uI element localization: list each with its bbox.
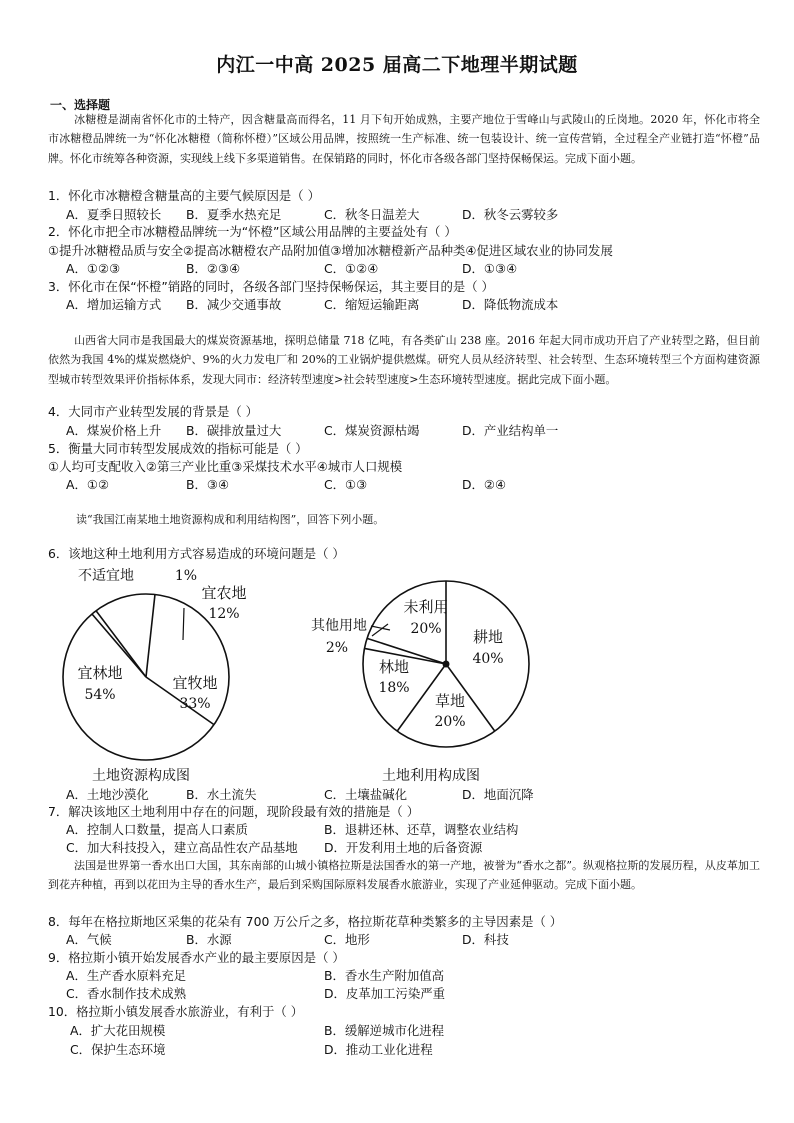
q10-option-c[interactable]: C．保护生态环境 <box>70 1042 166 1057</box>
q10-option-d[interactable]: D．推动工业化进程 <box>324 1042 433 1057</box>
passage-4-text: 法国是世界第一香水出口大国，其东南部的山城小镇格拉斯是法国香水的第一产地，被誉为“香水之都”。纵观格拉斯的发展历程，从皮革加工到花卉种植，再到以花田为主导的香水生产，最后到采购国际原料发展香水旅游业，实现了产业延伸驱动。完成下面小题。 <box>48 859 760 892</box>
pie-1-title: 土地资源构成图 <box>92 768 190 784</box>
q3-option-a[interactable]: A．增加运输方式 <box>66 297 162 312</box>
q9-option-c[interactable]: C．香水制作技术成熟 <box>66 986 187 1001</box>
q10-option-a[interactable]: A．扩大花田规模 <box>70 1023 166 1038</box>
q10-option-b[interactable]: B．缓解逆城市化进程 <box>324 1023 445 1038</box>
q7-option-d[interactable]: D．开发利用土地的后备资源 <box>324 840 483 855</box>
pie-2-value-80155730: 40% <box>472 651 504 667</box>
question-10-stem: 10．格拉斯小镇发展香水旅游业，有利于（ ） <box>48 1004 304 1019</box>
q8-option-d[interactable]: D．科技 <box>462 932 509 947</box>
question-1-stem: 1．怀化市冰糖橙含糖量高的主要气候原因是（ ） <box>48 188 321 203</box>
q7-option-c[interactable]: C．加大科技投入，建立高品性农产品基地 <box>66 840 298 855</box>
exam-title: 内江一中高 2025 届高二下地理半期试题 <box>216 54 578 76</box>
q4-option-d[interactable]: D．产业结构单一 <box>462 423 559 438</box>
question-7-stem: 7．解决该地区土地利用中存在的问题，现阶段最有效的措施是（ ） <box>48 804 420 819</box>
pie-2-value-672a52297528: 20% <box>410 621 442 637</box>
pie-land-use <box>311 581 529 747</box>
question-2-items: ①提升冰糖橙品质与安全②提高冰糖橙农产品附加值③增加冰糖橙新产品种类④促进区域农业的协同发展 <box>48 243 613 258</box>
q8-option-b[interactable]: B．水源 <box>186 932 232 947</box>
pie-1-label-5b9c67975730: 宜林地 <box>77 664 123 682</box>
q1-option-d[interactable]: D．秋冬云雾较多 <box>462 207 559 222</box>
question-5-items: ①人均可支配收入②第三产业比重③采煤技术水平④城市人口规模 <box>48 459 403 474</box>
q6-option-a[interactable]: A．土地沙漠化 <box>66 787 149 802</box>
passage-1 <box>48 110 760 168</box>
q2-option-b[interactable]: B．②③④ <box>186 261 241 276</box>
pie-2-label-672a52297528: 未利用 <box>403 598 449 616</box>
q1-option-a[interactable]: A．夏季日照较长 <box>66 207 162 222</box>
land-figures <box>0 560 794 780</box>
pie-2-value-51764ed675285730: 2% <box>325 640 349 656</box>
passage-3 <box>76 510 756 529</box>
q5-option-a[interactable]: A．①② <box>66 477 110 492</box>
pie-2-title: 土地利用构成图 <box>382 768 480 784</box>
q4-option-c[interactable]: C．煤炭资源枯竭 <box>324 423 420 438</box>
passage-3-text: 读“我国江南某地土地资源构成和利用结构图”，回答下列小题。 <box>76 513 385 526</box>
pie-2-label-83495730: 草地 <box>434 692 466 710</box>
pie-1-label-4e0d90025b9c5730: 不适宜地 <box>78 568 134 584</box>
question-4-stem: 4．大同市产业转型发展的背景是（ ） <box>48 404 259 419</box>
section-heading: 一、选择题 <box>50 98 111 112</box>
pie-1-value-5b9c519c5730: 12% <box>208 606 240 622</box>
question-3-stem: 3．怀化市在保“怀橙”销路的同时，各级各部门坚持保畅保运，其主要目的是（ ） <box>48 279 494 294</box>
question-5-stem: 5．衡量大同市转型发展成效的指标可能是（ ） <box>48 441 308 456</box>
pie-2-center-dot <box>443 661 450 668</box>
question-2-stem: 2．怀化市把全市冰糖橙品牌统一为“怀橙”区域公用品牌的主要益处有（ ） <box>48 224 457 239</box>
passage-1-text: 冰糖橙是湖南省怀化市的土特产，因含糖量高而得名，11 月下旬开始成熟，主要产地位于雪峰山与武陵山的丘岗地。2020 年，怀化市将全市冰糖橙品牌统一为“怀化冰糖橙（简称怀橙）”区域公用品牌，按照统一生产标准、统一包装设计、统一宣传营销，全过程全产业链打造“怀橙”品牌。怀化市统筹各种资源，实现线上线下多渠道销售。在保销路的同时，怀化市各级各部门坚持保畅保运。完成下面小题。 <box>48 113 760 165</box>
q4-option-a[interactable]: A．煤炭价格上升 <box>66 423 162 438</box>
q6-option-c[interactable]: C．土壤盐碱化 <box>324 787 407 802</box>
question-8-stem: 8．每年在格拉斯地区采集的花朵有 700 万公斤之多，格拉斯花草种类繁多的主导因素是（ ） <box>48 914 563 929</box>
pie-2-value-83495730: 20% <box>434 714 466 730</box>
pie-1-value-5b9c72675730: 33% <box>179 696 211 712</box>
q1-option-b[interactable]: B．夏季水热充足 <box>186 207 282 222</box>
question-9-stem: 9．格拉斯小镇开始发展香水产业的最主要原因是（ ） <box>48 950 345 965</box>
q5-option-b[interactable]: B．③④ <box>186 477 230 492</box>
question-6-stem: 6．该地这种土地利用方式容易造成的环境问题是（ ） <box>48 546 345 561</box>
passage-4 <box>48 856 760 895</box>
pie-1-label-5b9c72675730: 宜牧地 <box>172 674 218 692</box>
q7-option-a[interactable]: A．控制人口数量，提高人口素质 <box>66 822 248 837</box>
pie-2-label-51764ed675285730: 其他用地 <box>311 618 367 634</box>
q1-option-c[interactable]: C．秋冬日温差大 <box>324 207 420 222</box>
q7-option-b[interactable]: B．退耕还林、还草，调整农业结构 <box>324 822 519 837</box>
pie-2-value-67975730: 18% <box>378 680 410 696</box>
q3-option-d[interactable]: D．降低物流成本 <box>462 297 559 312</box>
pie-2-label-67975730: 林地 <box>378 658 410 676</box>
q5-option-c[interactable]: C．①③ <box>324 477 368 492</box>
q6-option-d[interactable]: D．地面沉降 <box>462 787 534 802</box>
q2-option-a[interactable]: A．①②③ <box>66 261 121 276</box>
q4-option-b[interactable]: B．碳排放量过大 <box>186 423 282 438</box>
q8-option-c[interactable]: C．地形 <box>324 932 370 947</box>
q6-option-b[interactable]: B．水土流失 <box>186 787 257 802</box>
passage-2 <box>48 331 760 389</box>
pie-land-resource <box>63 567 247 760</box>
q9-option-d[interactable]: D．皮革加工污染严重 <box>324 986 446 1001</box>
pie-1-value-4e0d90025b9c5730: 1% <box>174 568 198 584</box>
q3-option-c[interactable]: C．缩短运输距离 <box>324 297 420 312</box>
q2-option-c[interactable]: C．①②④ <box>324 261 379 276</box>
pie-1-label-5b9c519c5730: 宜农地 <box>201 584 247 602</box>
q3-option-b[interactable]: B．减少交通事故 <box>186 297 282 312</box>
pie-1-value-5b9c67975730: 54% <box>84 687 116 703</box>
passage-2-text: 山西省大同市是我国最大的煤炭资源基地，探明总储量 718 亿吨，有各类矿山 238 座。2016 年起大同市成功开启了产业转型之路，但目前依然为我国 4%的煤炭燃烧炉、9%的火力发电厂和 20%的工业锅炉提供燃煤。研究人员从经济转型、社会转型、生态环境转型三个方面构建资源型城市转型效果评价指标体系，发现大同市：经济转型速度>社会转型速度>生态环境转型速度。据此完成下面小题。 <box>48 334 760 386</box>
q9-option-b[interactable]: B．香水生产附加值高 <box>324 968 445 983</box>
q2-option-d[interactable]: D．①③④ <box>462 261 518 276</box>
q5-option-d[interactable]: D．②④ <box>462 477 507 492</box>
pie-2-label-80155730: 耕地 <box>472 628 504 646</box>
q9-option-a[interactable]: A．生产香水原料充足 <box>66 968 186 983</box>
q8-option-a[interactable]: A．气候 <box>66 932 112 947</box>
